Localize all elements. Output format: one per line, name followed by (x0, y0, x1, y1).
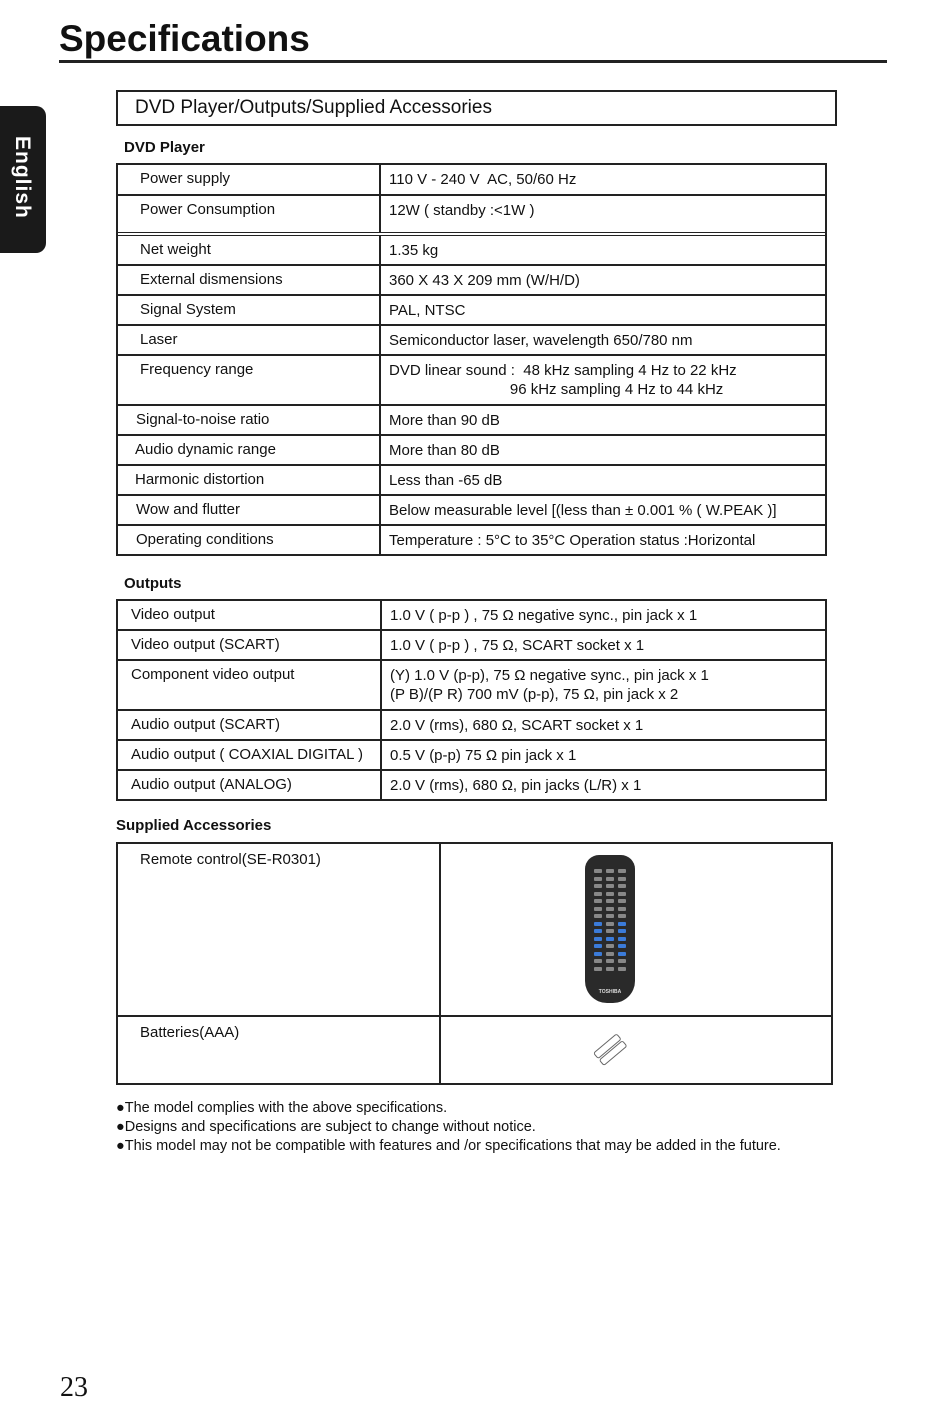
remote-control-icon (585, 855, 635, 1003)
spec-value: Semiconductor laser, wavelength 650/780 nm (389, 332, 693, 349)
spec-label: Video output (118, 601, 382, 629)
spec-value: 12W ( standby :<1W ) (389, 202, 535, 219)
spec-label: Frequency range (118, 356, 381, 404)
note: ●Designs and specifications are subject to change without notice. (116, 1119, 536, 1135)
spec-label: Operating conditions (118, 526, 381, 554)
remote-button-icon (606, 952, 614, 956)
table-row (118, 296, 825, 326)
spec-value: 360 X 43 X 209 mm (W/H/D) (389, 272, 580, 289)
remote-button-icon (594, 899, 602, 903)
remote-button-icon (606, 967, 614, 971)
outputs-table (116, 599, 827, 801)
remote-button-icon (594, 892, 602, 896)
notes (116, 1099, 781, 1156)
remote-button-icon (594, 869, 602, 873)
spec-value: More than 90 dB (389, 412, 500, 429)
spec-label: Power Consumption (118, 196, 381, 232)
batteries-image (441, 1017, 831, 1083)
spec-label: Power supply (118, 165, 381, 194)
table-row (118, 356, 825, 406)
spec-value: Temperature : 5°C to 35°C Operation status :Horizontal (389, 532, 756, 549)
remote-button-icon (594, 944, 602, 948)
spec-value: 1.0 V ( p-p ) , 75 Ω negative sync., pin jack x 1 (390, 607, 698, 624)
remote-button-icon (618, 899, 626, 903)
language-tab (0, 106, 46, 253)
outputs-heading: Outputs (124, 575, 182, 592)
table-row (118, 844, 831, 1017)
remote-control-image (441, 844, 831, 1015)
note: ●This model may not be compatible with features and /or specifications that may be added in the future. (116, 1138, 781, 1154)
remote-button-icon (618, 952, 626, 956)
spec-value: Below measurable level [(less than ± 0.001 % ( W.PEAK )] (389, 502, 777, 519)
spec-label: Signal System (118, 296, 381, 324)
spec-label: Audio output ( COAXIAL DIGITAL ) (118, 741, 382, 769)
spec-label: Harmonic distortion (118, 466, 381, 494)
section-title: DVD Player/Outputs/Supplied Accessories (116, 90, 837, 126)
spec-label: Audio output (SCART) (118, 711, 382, 739)
spec-label: Audio output (ANALOG) (118, 771, 382, 799)
remote-button-icon (594, 952, 602, 956)
table-row (118, 741, 825, 771)
spec-value: 110 V - 240 V AC, 50/60 Hz (389, 171, 577, 188)
table-row (118, 496, 825, 526)
spec-label: Audio dynamic range (118, 436, 381, 464)
remote-button-icon (618, 922, 626, 926)
spec-value: More than 80 dB (389, 442, 500, 459)
table-row (118, 1017, 831, 1085)
remote-button-icon (618, 884, 626, 888)
remote-button-icon (594, 959, 602, 963)
batteries-icon (591, 1031, 631, 1067)
page-number: 23 (60, 1372, 88, 1403)
remote-button-icon (618, 967, 626, 971)
accessories-table (116, 842, 833, 1085)
remote-button-icon (606, 869, 614, 873)
table-row (118, 196, 825, 236)
remote-button-icon (594, 922, 602, 926)
remote-button-icon (594, 884, 602, 888)
remote-button-icon (594, 937, 602, 941)
page-title: Specifications (59, 18, 310, 59)
remote-button-icon (606, 892, 614, 896)
spec-value: 1.35 kg (389, 242, 439, 259)
remote-brand: TOSHIBA (598, 989, 622, 995)
remote-button-icon (618, 937, 626, 941)
remote-button-icon (594, 967, 602, 971)
spec-value: 0.5 V (p-p) 75 Ω pin jack x 1 (390, 747, 577, 764)
spec-value: DVD linear sound : 48 kHz sampling 4 Hz to 22 kHz 96 kHz sampling 4 Hz to 44 kHz (389, 362, 737, 398)
remote-button-icon (606, 929, 614, 933)
remote-button-icon (606, 877, 614, 881)
remote-button-icon (618, 869, 626, 873)
spec-label: Net weight (118, 236, 381, 264)
remote-button-icon (618, 959, 626, 963)
remote-button-icon (618, 907, 626, 911)
remote-button-icon (594, 907, 602, 911)
table-row (118, 266, 825, 296)
remote-button-icon (594, 877, 602, 881)
table-row (118, 661, 825, 711)
remote-button-icon (606, 899, 614, 903)
remote-button-icon (618, 929, 626, 933)
table-row (118, 601, 825, 631)
spec-value: 1.0 V ( p-p ) , 75 Ω, SCART socket x 1 (390, 637, 645, 654)
spec-value: Less than -65 dB (389, 472, 503, 489)
spec-label: Video output (SCART) (118, 631, 382, 659)
spec-value: 2.0 V (rms), 680 Ω, SCART socket x 1 (390, 717, 644, 734)
remote-button-icon (618, 944, 626, 948)
remote-button-icon (618, 877, 626, 881)
remote-button-icon (606, 922, 614, 926)
accessory-label: Remote control(SE-R0301) (118, 844, 441, 1015)
spec-value: 2.0 V (rms), 680 Ω, pin jacks (L/R) x 1 (390, 777, 642, 794)
language-tab-label: English (11, 136, 34, 219)
remote-button-icon (606, 937, 614, 941)
table-row (118, 526, 825, 556)
remote-button-icon (606, 944, 614, 948)
table-row (118, 236, 825, 266)
remote-button-icon (606, 914, 614, 918)
remote-button-icon (618, 892, 626, 896)
spec-label: Laser (118, 326, 381, 354)
dvd-player-table (116, 163, 827, 556)
table-row (118, 711, 825, 741)
table-row (118, 326, 825, 356)
table-row (118, 436, 825, 466)
dvd-player-heading: DVD Player (124, 139, 205, 156)
spec-value: (Y) 1.0 V (p-p), 75 Ω negative sync., pin jack x 1 (P B)/(P R) 700 mV (p-p), 75 Ω, pin jack x 2 (390, 667, 709, 703)
table-row (118, 631, 825, 661)
remote-button-icon (606, 907, 614, 911)
title-divider (59, 60, 887, 63)
note: ●The model complies with the above specifications. (116, 1100, 448, 1116)
remote-button-icon (618, 914, 626, 918)
table-row (118, 165, 825, 196)
spec-label: Wow and flutter (118, 496, 381, 524)
accessories-heading: Supplied Accessories (116, 817, 272, 834)
remote-button-icon (606, 884, 614, 888)
table-row (118, 466, 825, 496)
remote-button-icon (594, 929, 602, 933)
spec-value: PAL, NTSC (389, 302, 466, 319)
remote-button-icon (606, 959, 614, 963)
spec-label: External dismensions (118, 266, 381, 294)
accessory-label: Batteries(AAA) (118, 1017, 441, 1083)
remote-button-icon (594, 914, 602, 918)
table-row (118, 771, 825, 801)
spec-label: Signal-to-noise ratio (118, 406, 381, 434)
table-row (118, 406, 825, 436)
spec-label: Component video output (118, 661, 382, 709)
